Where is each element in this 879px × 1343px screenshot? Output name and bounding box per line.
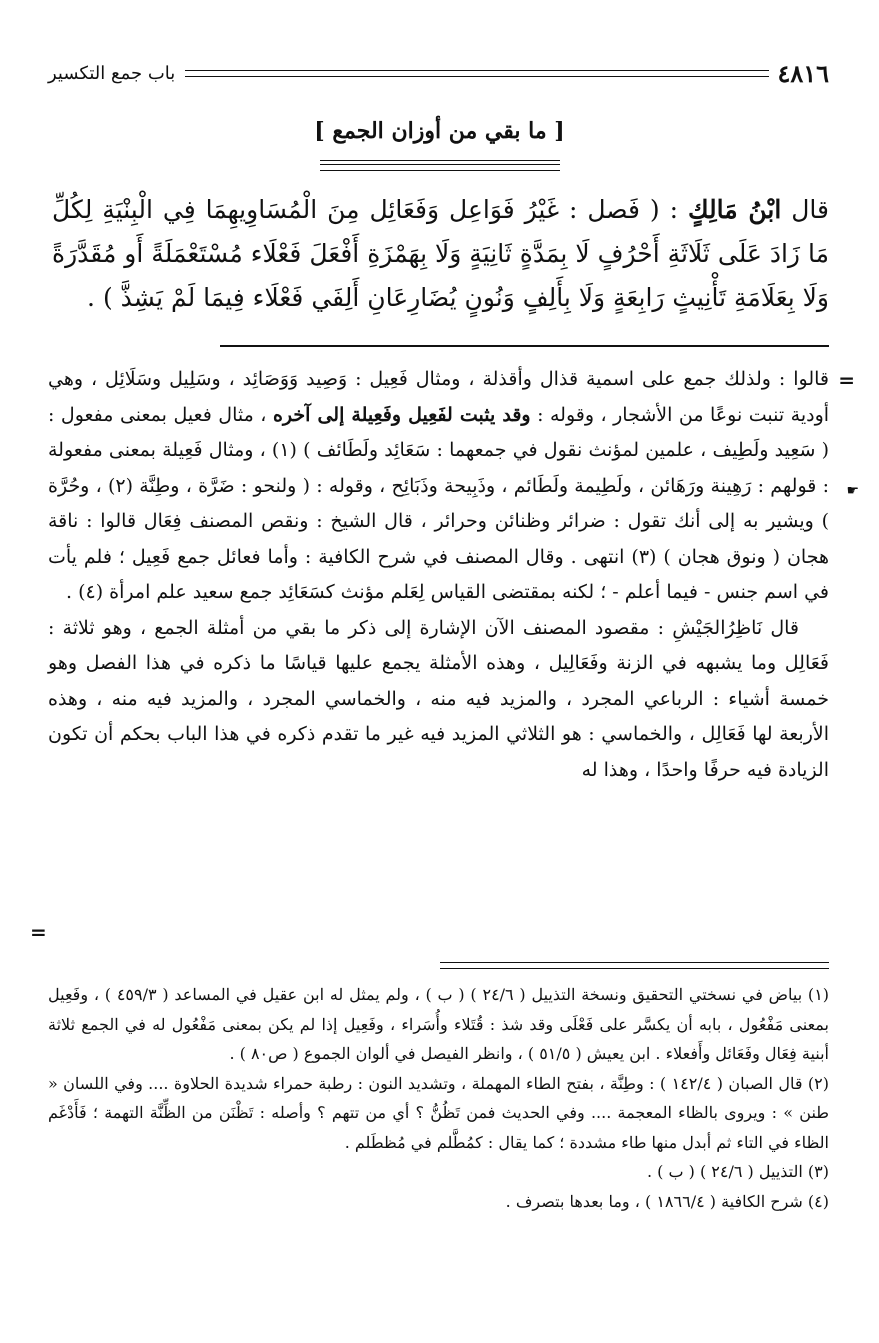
- footnote-2: (٢) قال الصبان ( ١٤٢/٤ ) : وطِنَّة ، بفتح الطاء المهملة ، وتشديد النون : رطبة حمراء شديدة الحلاوة .... وفي اللسان « طنن » : ويروى بالظاء المعجمة .... وفي الحديث فمن تَظُنُّ ؟ أي من تتهم ؟ وأصله : تَظْنَن من الظِّنَّة التهمة ؛ فَأَدْغَم الظاء في التاء ثم أبدل منها طاء مشددة ؛ كما يقال : كمُطَّلم في مُظطَلم .: [48, 1073, 830, 1152]
- matn-rule: [220, 345, 829, 347]
- commentary-p1-bold: وقد يثبت لفَعِيل وفَعِيلة إلى آخره: [272, 403, 531, 426]
- commentary-p2-author: نَاظِرُالجَيْشِ: [672, 616, 763, 639]
- commentary-paragraph-1: [48, 362, 829, 611]
- footnote-rule: [440, 962, 829, 969]
- continuation-mark-start: =: [838, 368, 855, 392]
- chapter-title: باب جمع التكسير: [48, 62, 176, 84]
- matn-author: ابْنُ مَالِكٍ: [687, 195, 782, 224]
- footnotes: [48, 980, 829, 1216]
- footnote-4: (٤) شرح الكافية ( ١٨٦٦/٤ ) ، وما بعدها بتصرف .: [505, 1191, 829, 1211]
- page-number: ٤٨١٦: [777, 58, 829, 88]
- continuation-mark-end: =: [30, 920, 47, 944]
- matn-intro: قال: [791, 195, 829, 224]
- commentary-paragraph-2: [48, 611, 829, 789]
- title-underline: [320, 160, 560, 171]
- footnote-1: (١) بياض في نسختي التحقيق ونسخة التذييل ( ٢٤/٦ ) ( ب ) ، ولم يمثل له ابن عقيل في المساعد ( ٤٥٩/٣ ) ، وفَعِيل بمعنى مَفْعُول ، بابه أن يكسَّر على فَعْلَى وقد شذ : قُتَلاء وأُسَراء ، وفَعِيل إذا لم يكن بمعنى مَفْعُول له في الجمع ثلاثة أبنية فِعَال وفَعَائل وأَفعلاء . ابن يعيش ( ٥١/٥ ) ، وانظر الفيصل في ألوان الجموع ( ص٨٠ ) .: [48, 985, 830, 1063]
- matn-text: [52, 188, 829, 320]
- page-header: [48, 58, 829, 88]
- commentary: [48, 362, 829, 788]
- header-rule: [185, 70, 769, 77]
- commentary-p1-b: ، مثال فعيل بمعنى مفعول : ( سَعِيد ولَطِيف ، علمين لمؤنث نقول في جمعهما : سَعَائِد ولَطَائف ) (١) ، ومثال فَعِيلة بمعنى مفعولة : قولهم : رَهِينة ورَهَائن ، ولَطِيمة ولَطَائم ، وذَبِيحة وذَبَائِح ، وقوله : ( ولنحو : ضَرَّة ، وطِنَّة (٢) ، وحُرَّة ) ويشير به إلى أنك تقول : ضرائر وظنائن وحرائر ، قال الشيخ : ونقص المصنف فِعَال قالوا : ناقة هجان ( ونوق هجان ) (٣) انتهى . وقال المصنف في شرح الكافية : وأما فعائل جمع فَعِيل ؛ فلم يأت في اسم جنس - فيما أعلم - ؛ لكنه بمقتضى القياس لِعَلم مؤنث كسَعَائِد جمع سعيد علم امرأة (٤) .: [48, 403, 829, 603]
- pointing-hand-icon: ☛: [846, 483, 859, 499]
- commentary-p2-intro: قال: [770, 616, 800, 639]
- commentary-p1-a: قالوا : ولذلك جمع على اسمية قذال وأقذلة ، ومثال فَعِيل : وَصِيد وَوَصَائِد ، وسَلِيل وسَلَائِل ، وهي أودية تنبت نوعًا من الأشجار ، وقوله :: [48, 368, 830, 426]
- commentary-p2-text: : مقصود المصنف الآن الإشارة إلى ذكر ما بقي من أمثلة الجمع ، وهو ثلاثة : فَعَالِل وما يشبهه في الزنة وفَعَالِيل ، وهذه الأمثلة يجمع عليها قياسًا ما ذكره في هذا الفصل وهو خمسة أشياء : الرباعي المجرد ، والمزيد فيه منه ، والخماسي المجرد ، والمزيد فيه منه ، وهذه الأربعة لها فَعَالِل ، والخماسي : هو الثلاثي المزيد فيه غير ما تقدم ذكره في هذا الباب بحكم أن تكون الزيادة فيه حرفًا واحدًا ، وهذا له: [48, 616, 829, 781]
- section-title: [ ما بقي من أوزان الجمع ]: [314, 118, 565, 144]
- footnote-3: (٣) التذييل ( ٢٤/٦ ) ( ب ) .: [646, 1162, 829, 1181]
- matn-body: : ( فَصل : غَيْرُ فَوَاعِل وَفَعَائِل مِنَ الْمُسَاوِيهِمَا فِي الْبِنْيَةِ لِكُلِّ مَا زَادَ عَلَى ثَلَاثَةِ أَحْرُفٍ لَا بِمَدَّةٍ ثَانِيَةٍ وَلَا بِهَمْزَةِ أَفْعَلَ فَعْلَاء مُسْتَعْمَلَةً أَو مُقَدَّرَةً وَلَا بِعَلَامَةِ تَأْنِيثٍ رَابِعَةٍ وَلَا بِأَلِفٍ وَنُونٍ يُضَارِعَانِ أَلِفَي فَعْلَاء فِيمَا لَمْ يَشِذَّ ) .: [52, 195, 829, 312]
